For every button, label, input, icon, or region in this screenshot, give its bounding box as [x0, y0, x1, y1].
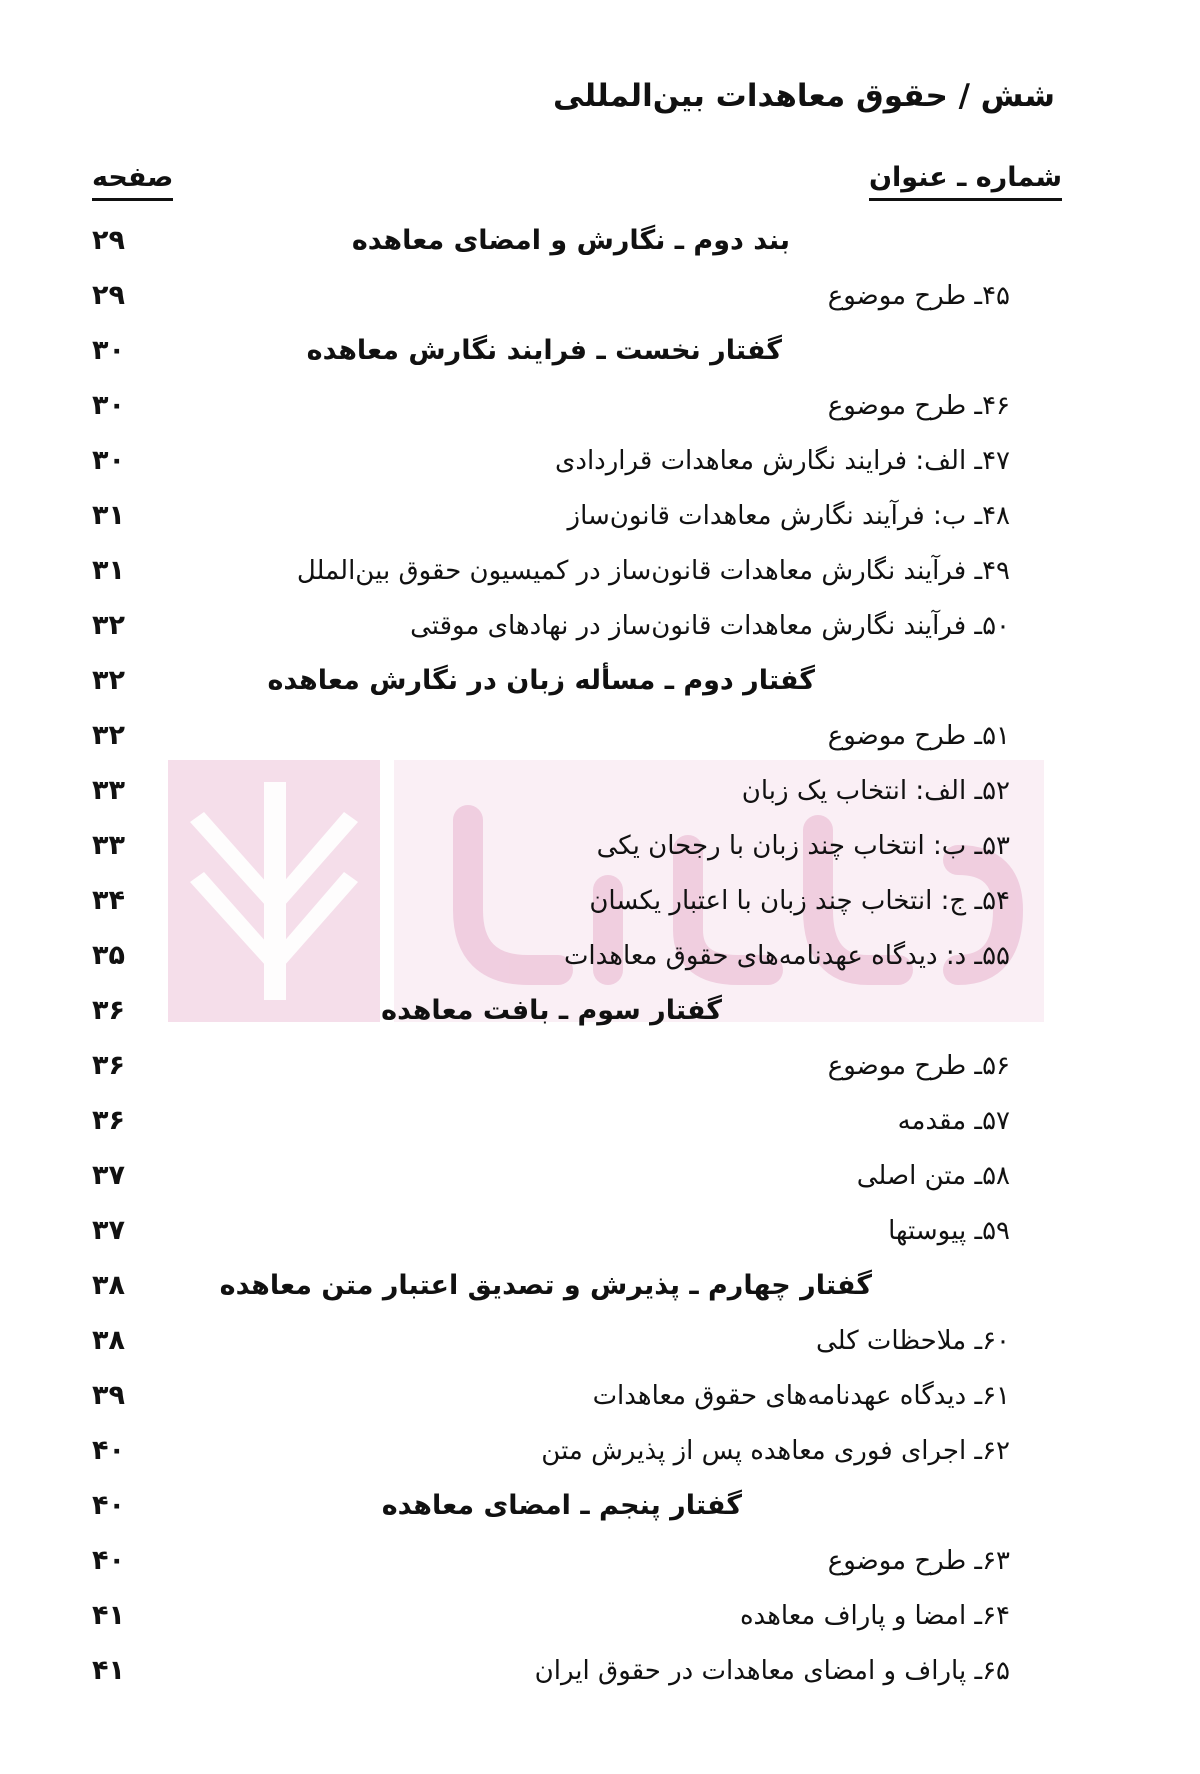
toc-page-number: ۳۳	[92, 775, 125, 806]
toc-entry-text: ۵۳ـ ب: انتخاب چند زبان با رجحان یکی	[596, 831, 1010, 861]
toc-page-number: ۳۷	[92, 1160, 125, 1191]
toc-entry-text: گفتار چهارم ـ پذیرش و تصدیق اعتبار متن معاهده	[219, 1270, 872, 1301]
toc-page-number: ۳۰	[92, 335, 125, 366]
toc-entry	[0, 1588, 1200, 1643]
toc-entry-text: ۴۷ـ الف: فرایند نگارش معاهدات قراردادی	[555, 446, 1010, 476]
toc-entry	[0, 268, 1200, 323]
toc-entry-text: گفتار سوم ـ بافت معاهده	[381, 995, 722, 1026]
toc-page-number: ۴۰	[92, 1435, 125, 1466]
toc-page-number: ۳۶	[92, 1050, 125, 1081]
toc-entry-text: گفتار دوم ـ مسأله زبان در نگارش معاهده	[267, 665, 815, 696]
toc-heading	[0, 983, 1200, 1038]
toc-entry-text: ۵۲ـ الف: انتخاب یک زبان	[741, 776, 1010, 806]
toc-entry-text: ۴۶ـ طرح موضوع	[827, 391, 1010, 421]
toc-entry	[0, 1313, 1200, 1368]
toc-entry-text: ۶۰ـ ملاحظات کلی	[816, 1326, 1010, 1356]
toc-entry-text: ۴۵ـ طرح موضوع	[827, 281, 1010, 311]
toc-page-number: ۳۴	[92, 885, 125, 916]
toc-entry-text: ۵۸ـ متن اصلی	[856, 1161, 1010, 1191]
toc-entry-text: ۵۵ـ د: دیدگاه عهدنامه‌های حقوق معاهدات	[563, 941, 1010, 971]
toc-entry	[0, 873, 1200, 928]
toc-page-number: ۳۳	[92, 830, 125, 861]
toc-page-number: ۳۹	[92, 1380, 125, 1411]
toc-entry-text: ۵۴ـ ج: انتخاب چند زبان با اعتبار یکسان	[589, 886, 1010, 916]
toc-page-number: ۳۲	[92, 665, 125, 696]
toc-page-number: ۳۲	[92, 720, 125, 751]
toc-entry-text: گفتار پنجم ـ امضای معاهده	[381, 1490, 742, 1521]
toc-entry-text: ۵۱ـ طرح موضوع	[827, 721, 1010, 751]
toc-entry-text: گفتار نخست ـ فرایند نگارش معاهده	[306, 335, 782, 366]
toc-entry-text: ۶۴ـ امضا و پاراف معاهده	[739, 1601, 1010, 1631]
toc-page-number: ۳۱	[92, 555, 125, 586]
toc-heading	[0, 323, 1200, 378]
toc-page-number: ۳۱	[92, 500, 125, 531]
toc-entry-text: ۵۷ـ مقدمه	[897, 1106, 1010, 1136]
toc-entry	[0, 1038, 1200, 1093]
toc-page-number: ۳۷	[92, 1215, 125, 1246]
toc-entry	[0, 488, 1200, 543]
page-column-title: صفحه	[92, 162, 173, 201]
toc-entry-text: ۶۲ـ اجرای فوری معاهده پس از پذیرش متن	[541, 1436, 1010, 1466]
toc-entry	[0, 1533, 1200, 1588]
toc-page-number: ۴۰	[92, 1490, 125, 1521]
toc-entry-text: ۴۹ـ فرآیند نگارش معاهدات قانون‌ساز در کمیسیون حقوق بین‌الملل	[296, 556, 1010, 586]
toc-page-number: ۳۶	[92, 995, 125, 1026]
toc-entry-text: ۵۶ـ طرح موضوع	[827, 1051, 1010, 1081]
toc-page-number: ۲۹	[92, 280, 125, 311]
page-header: شش / حقوق معاهدات بین‌المللی	[552, 78, 1055, 114]
toc-page-number: ۴۱	[92, 1655, 125, 1686]
toc-entry-text: ۵۹ـ پیوستها	[888, 1216, 1010, 1246]
number-title-column-title: شماره ـ عنوان	[869, 162, 1062, 201]
toc-heading	[0, 1258, 1200, 1313]
toc-page-number: ۳۸	[92, 1270, 125, 1301]
toc-entry	[0, 708, 1200, 763]
toc-page-number: ۴۱	[92, 1600, 125, 1631]
toc-entry	[0, 1093, 1200, 1148]
toc-entry	[0, 1643, 1200, 1698]
toc-page-number: ۳۸	[92, 1325, 125, 1356]
toc-heading	[0, 653, 1200, 708]
toc-page-number: ۳۶	[92, 1105, 125, 1136]
toc-entry	[0, 1148, 1200, 1203]
toc-page-number: ۳۲	[92, 610, 125, 641]
toc-entry	[0, 1203, 1200, 1258]
toc-entry	[0, 928, 1200, 983]
toc-page-number: ۳۰	[92, 390, 125, 421]
toc-entry	[0, 1423, 1200, 1478]
toc-entry-text: ۴۸ـ ب: فرآیند نگارش معاهدات قانون‌ساز	[567, 501, 1010, 531]
toc-page-number: ۳۵	[92, 940, 125, 971]
toc-entry	[0, 598, 1200, 653]
toc-entry	[0, 818, 1200, 873]
table-of-contents	[0, 213, 1200, 1698]
toc-entry	[0, 378, 1200, 433]
toc-page-number: ۳۰	[92, 445, 125, 476]
toc-entry-text: ۵۰ـ فرآیند نگارش معاهدات قانون‌ساز در نهادهای موقتی	[410, 611, 1010, 641]
toc-entry-text: ۶۱ـ دیدگاه عهدنامه‌های حقوق معاهدات	[592, 1381, 1010, 1411]
toc-heading	[0, 213, 1200, 268]
toc-heading	[0, 1478, 1200, 1533]
toc-page-number: ۲۹	[92, 225, 125, 256]
toc-entry-text: ۶۳ـ طرح موضوع	[827, 1546, 1010, 1576]
toc-entry	[0, 1368, 1200, 1423]
toc-entry	[0, 433, 1200, 488]
toc-entry	[0, 543, 1200, 598]
toc-entry-text: ۶۵ـ پاراف و امضای معاهدات در حقوق ایران	[534, 1656, 1010, 1686]
toc-entry	[0, 763, 1200, 818]
toc-entry-text: بند دوم ـ نگارش و امضای معاهده	[351, 225, 790, 256]
toc-page-number: ۴۰	[92, 1545, 125, 1576]
